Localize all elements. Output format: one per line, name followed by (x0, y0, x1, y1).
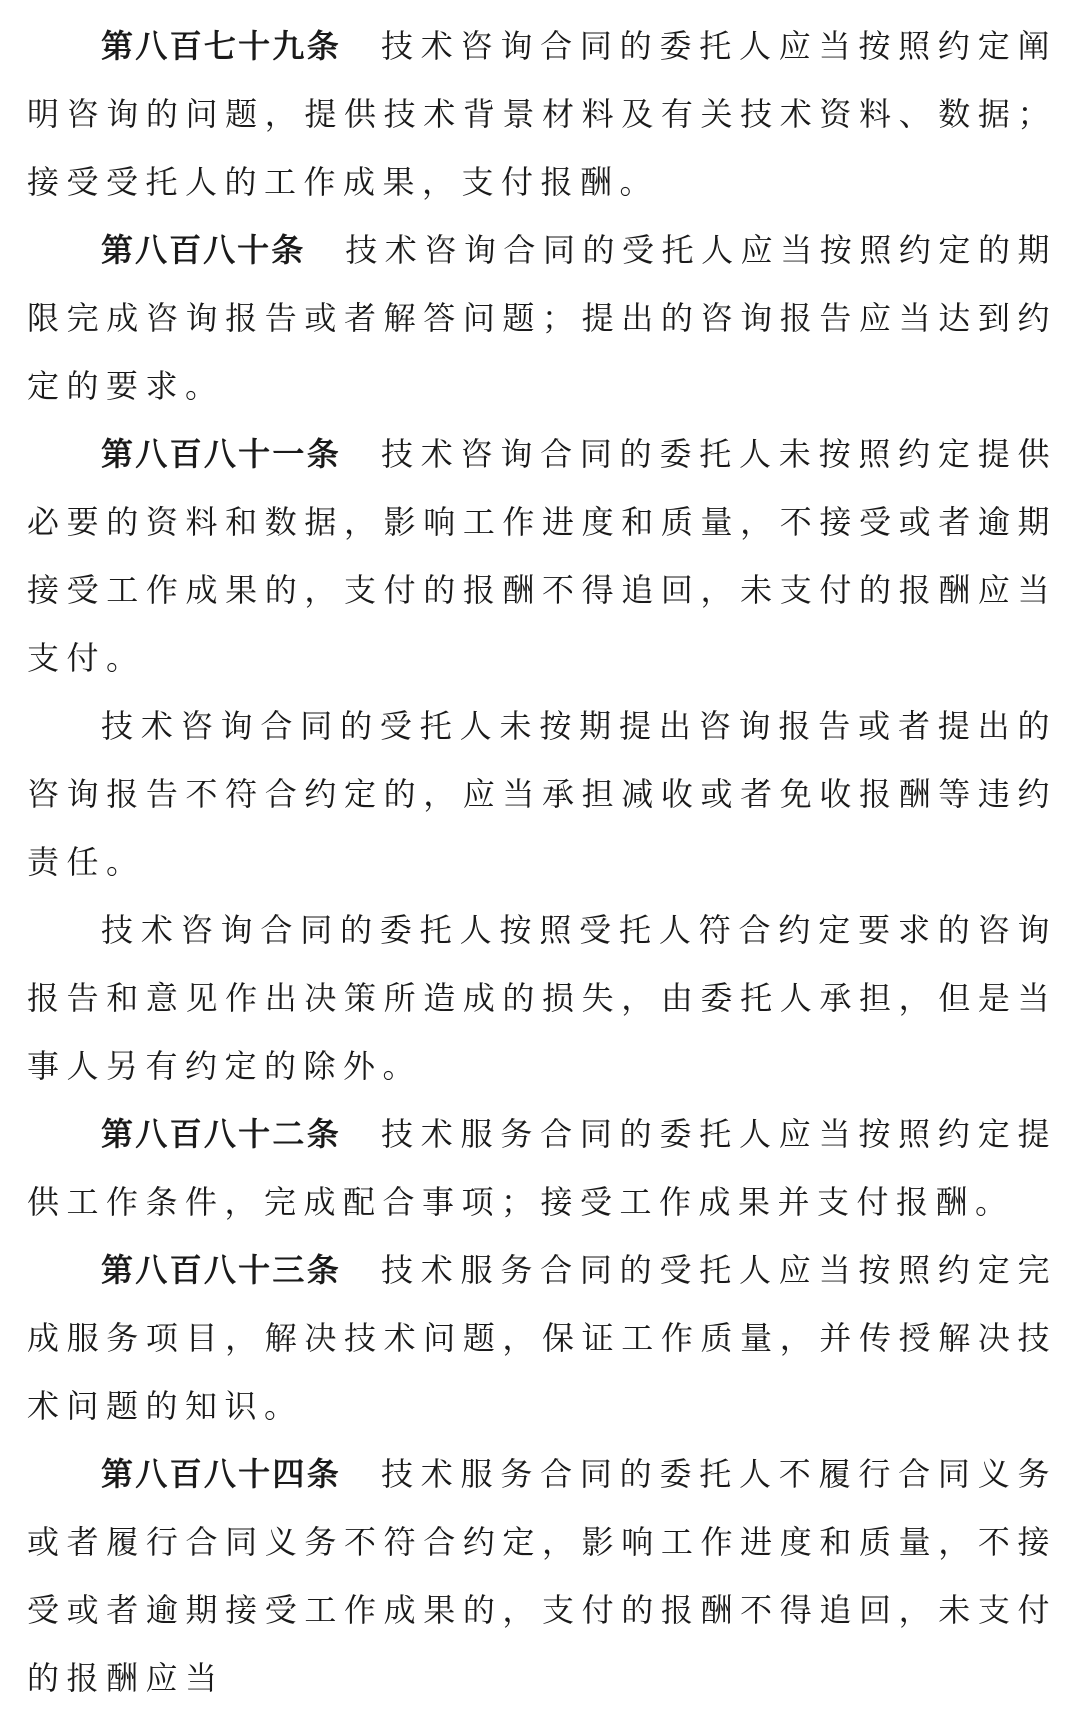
article-heading: 第八百八十三条 (101, 1251, 341, 1289)
article-text: 技术咨询合同的委托人未按照约定提供必要的资料和数据，影响工作进度和质量，不接受或者逾期接受工作成果的，支付的报酬不得追回，未支付的报酬应当支付。 (27, 435, 1057, 677)
article-heading: 第八百八十一条 (101, 435, 341, 473)
article-881-clause-3 (27, 896, 1057, 1100)
article-881 (27, 420, 1057, 692)
article-text: 技术咨询合同的受托人应当按照约定的期限完成咨询报告或者解答问题；提出的咨询报告应当达到约定的要求。 (27, 231, 1057, 405)
article-text: 技术服务合同的委托人不履行合同义务或者履行合同义务不符合约定，影响工作进度和质量，不接受或者逾期接受工作成果的，支付的报酬不得追回，未支付的报酬应当 (27, 1455, 1057, 1697)
article-heading: 第八百八十条 (101, 231, 306, 269)
article-880 (27, 216, 1057, 420)
document-page (27, 12, 1057, 1712)
article-883 (27, 1236, 1057, 1440)
article-text: 技术咨询合同的委托人应当按照约定阐明咨询的问题，提供技术背景材料及有关技术资料、数据；接受受托人的工作成果，支付报酬。 (27, 27, 1057, 201)
article-882 (27, 1100, 1057, 1236)
article-881-clause-2 (27, 692, 1057, 896)
article-text: 技术咨询合同的委托人按照受托人符合约定要求的咨询报告和意见作出决策所造成的损失，由委托人承担，但是当事人另有约定的除外。 (27, 911, 1057, 1085)
article-heading: 第八百七十九条 (101, 27, 341, 65)
article-884 (27, 1440, 1057, 1712)
article-text: 技术服务合同的受托人应当按照约定完成服务项目，解决技术问题，保证工作质量，并传授解决技术问题的知识。 (27, 1251, 1057, 1425)
article-heading: 第八百八十二条 (101, 1115, 341, 1153)
article-text: 技术咨询合同的受托人未按期提出咨询报告或者提出的咨询报告不符合约定的，应当承担减收或者免收报酬等违约责任。 (27, 707, 1057, 881)
article-heading: 第八百八十四条 (101, 1455, 341, 1493)
article-text: 技术服务合同的委托人应当按照约定提供工作条件，完成配合事项；接受工作成果并支付报酬。 (27, 1115, 1057, 1221)
article-879 (27, 12, 1057, 216)
